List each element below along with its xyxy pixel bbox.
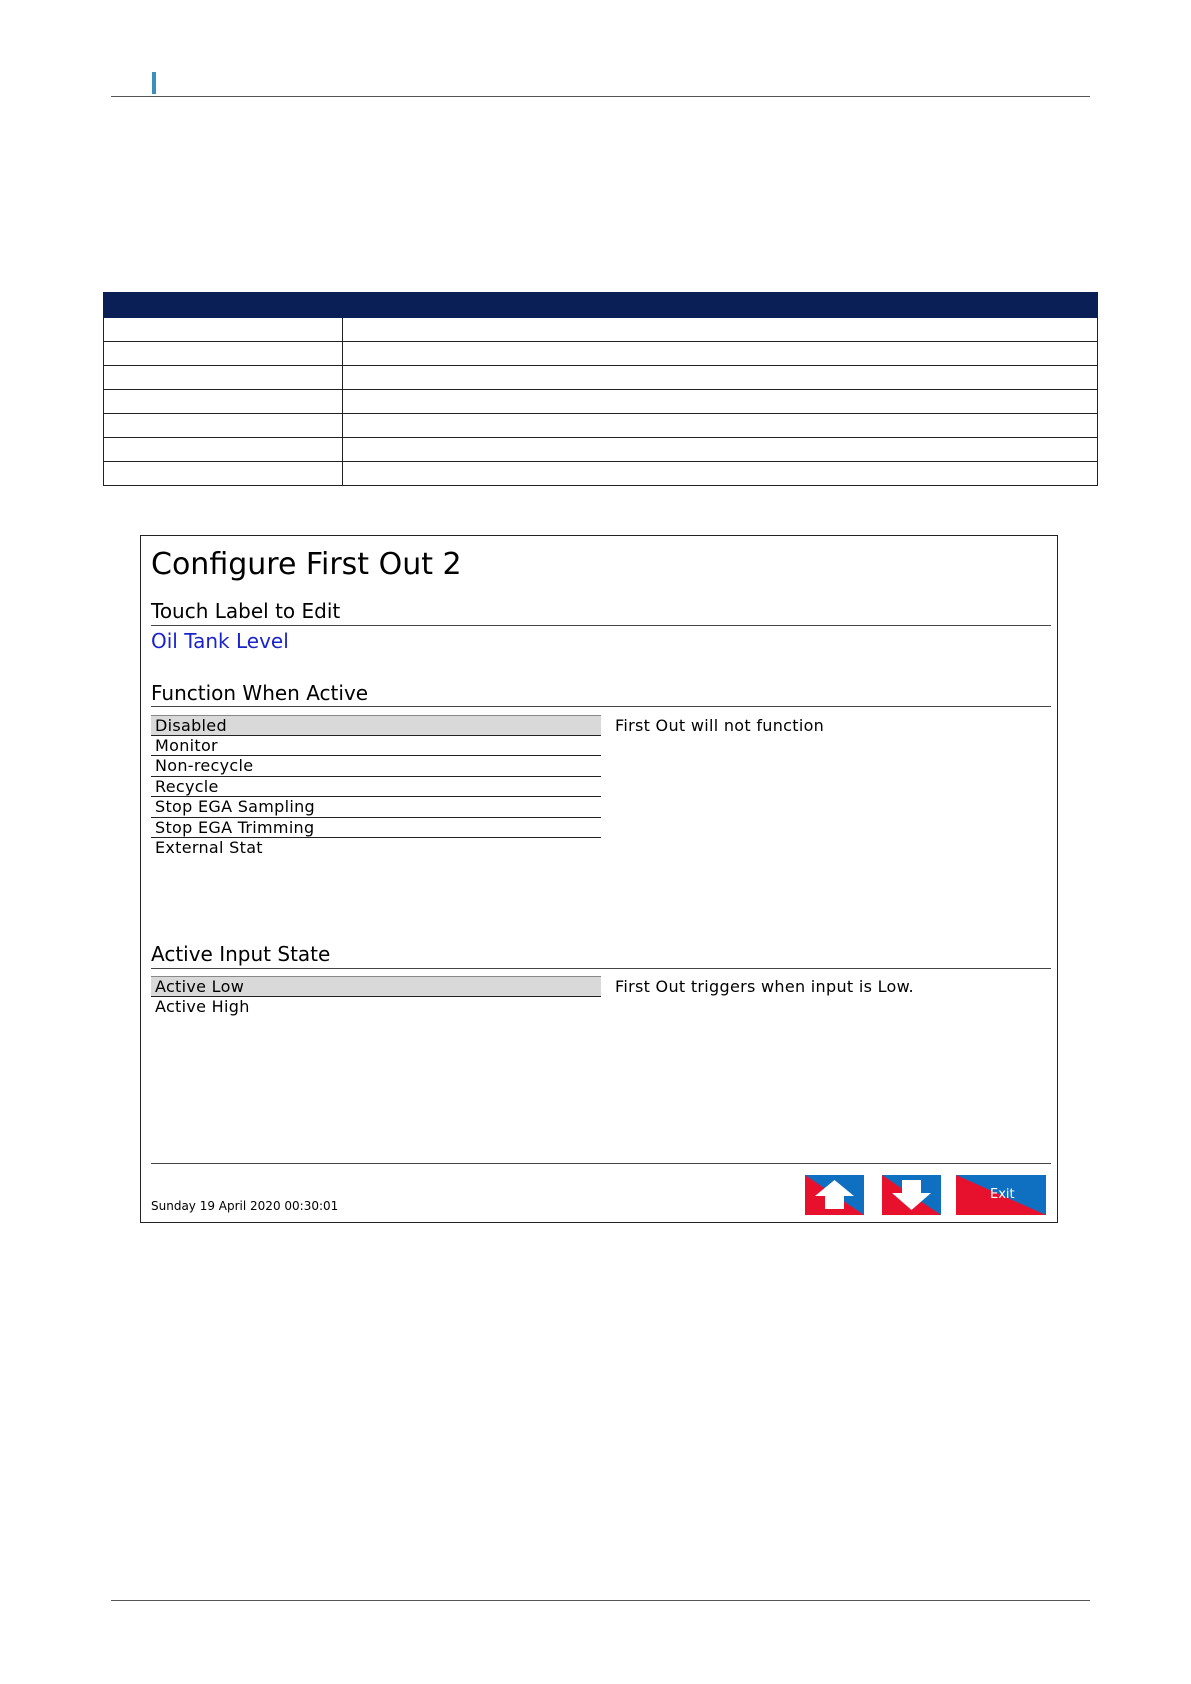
function-option-monitor[interactable]: Monitor <box>151 736 601 757</box>
function-options-list <box>151 715 601 859</box>
function-option-non-recycle[interactable]: Non-recycle <box>151 756 601 777</box>
label-section-title: Touch Label to Edit <box>151 599 341 623</box>
table-row <box>104 462 1098 486</box>
table-row <box>104 342 1098 366</box>
label-edit-link[interactable]: Oil Tank Level <box>151 629 289 653</box>
input-description: First Out triggers when input is Low. <box>615 977 914 996</box>
table-header-row <box>104 293 1098 318</box>
footer-rule <box>151 1163 1051 1164</box>
function-option-disabled[interactable]: Disabled <box>151 715 601 736</box>
arrow-up-icon <box>805 1175 864 1215</box>
screen-title: Configure First Out 2 <box>151 547 462 582</box>
function-option-recycle[interactable]: Recycle <box>151 777 601 798</box>
input-option-active-high[interactable]: Active High <box>155 996 250 1016</box>
header-accent-bar <box>152 72 156 94</box>
exit-button[interactable] <box>956 1175 1046 1215</box>
scroll-up-button[interactable] <box>805 1175 864 1215</box>
function-option-external-stat[interactable]: External Stat <box>155 838 263 857</box>
function-description: First Out will not function <box>615 716 825 735</box>
arrow-down-icon <box>882 1175 941 1215</box>
scroll-down-button[interactable] <box>882 1175 941 1215</box>
table-row <box>104 366 1098 390</box>
input-section-title: Active Input State <box>151 942 331 966</box>
function-option-stop-ega-sampling[interactable]: Stop EGA Sampling <box>151 797 601 818</box>
header-rule <box>111 96 1090 97</box>
footer-page-rule <box>111 1600 1090 1601</box>
configure-screen <box>140 535 1058 1223</box>
document-table <box>103 292 1098 486</box>
input-option-active-low[interactable]: Active Low <box>151 976 601 997</box>
exit-button-label: Exit <box>990 1187 1015 1202</box>
function-section-rule <box>151 706 1051 707</box>
function-section-title: Function When Active <box>151 681 369 705</box>
label-section-rule <box>151 625 1051 626</box>
table-row <box>104 390 1098 414</box>
table-row <box>104 438 1098 462</box>
table-row <box>104 318 1098 342</box>
datetime-readout: Sunday 19 April 2020 00:30:01 <box>151 1199 339 1213</box>
input-options-list <box>151 976 601 1017</box>
table-row <box>104 414 1098 438</box>
input-section-rule <box>151 968 1051 969</box>
function-option-stop-ega-trimming[interactable]: Stop EGA Trimming <box>151 818 601 839</box>
